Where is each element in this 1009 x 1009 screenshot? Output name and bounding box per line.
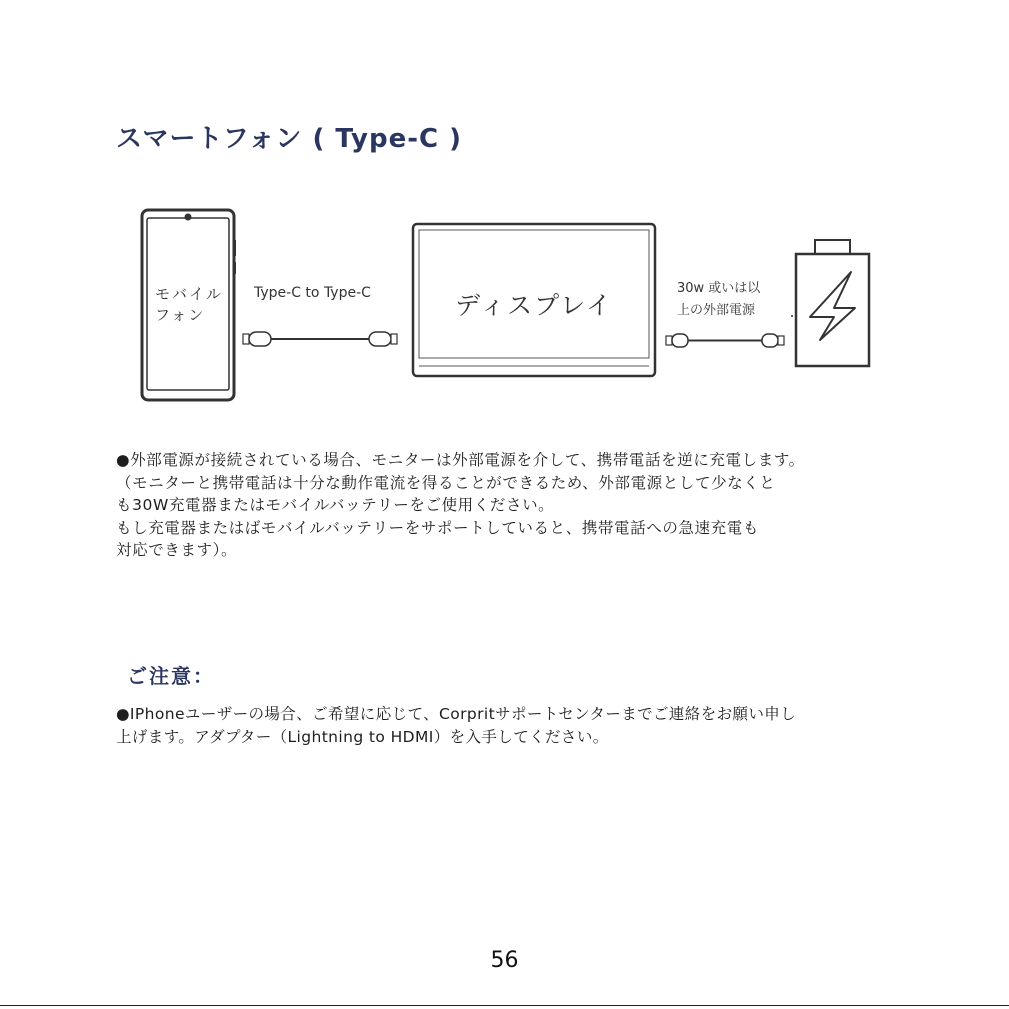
power-label-line2: 上の外部電源: [677, 303, 756, 318]
cable-label: Type-C to Type-C: [254, 285, 371, 301]
typec-cable-icon: [243, 332, 397, 346]
description-paragraph: [116, 449, 946, 562]
page-title: スマートフォン ( Type-C ): [116, 124, 463, 154]
description-line: 対応できます）。: [116, 541, 238, 559]
display-label: ディスプレイ: [455, 291, 613, 320]
front-camera-icon: [185, 214, 192, 221]
phone-label-line2: フォン: [155, 306, 206, 324]
notice-line: 上げます。アダプター（Lightning to HDMI）を入手してください。: [116, 728, 609, 746]
notice-paragraph: [116, 703, 946, 749]
notice-line: ●IPhoneユーザーの場合、ご希望に応じて、Corpritサポートセンターまでご連絡をお願い申し: [116, 705, 797, 723]
smartphone-illustration: [142, 210, 236, 400]
description-line: ●外部電源が接続されている場合、モニターは外部電源を介して、携帯電話を逆に充電します。: [116, 451, 805, 469]
description-line: （モニターと携帯電話は十分な動作電流を得ることができるため、外部電源として少なくと: [116, 473, 776, 492]
bottom-rule: [0, 1005, 1009, 1006]
description-line: も30W充電器またはモバイルバッテリーをご使用ください。: [116, 496, 555, 514]
page-number: 56: [490, 948, 519, 973]
phone-label-line1: モバイル: [155, 285, 224, 303]
power-cable-icon: [666, 334, 784, 347]
notice-heading: ご注意：: [127, 664, 215, 688]
connection-diagram: [0, 200, 1009, 440]
power-label-line1: 30w 或いは以: [677, 281, 761, 296]
description-line: もし充電器またはばモバイルバッテリーをサポートしていると、携帯電話への急速充電も: [116, 518, 759, 537]
